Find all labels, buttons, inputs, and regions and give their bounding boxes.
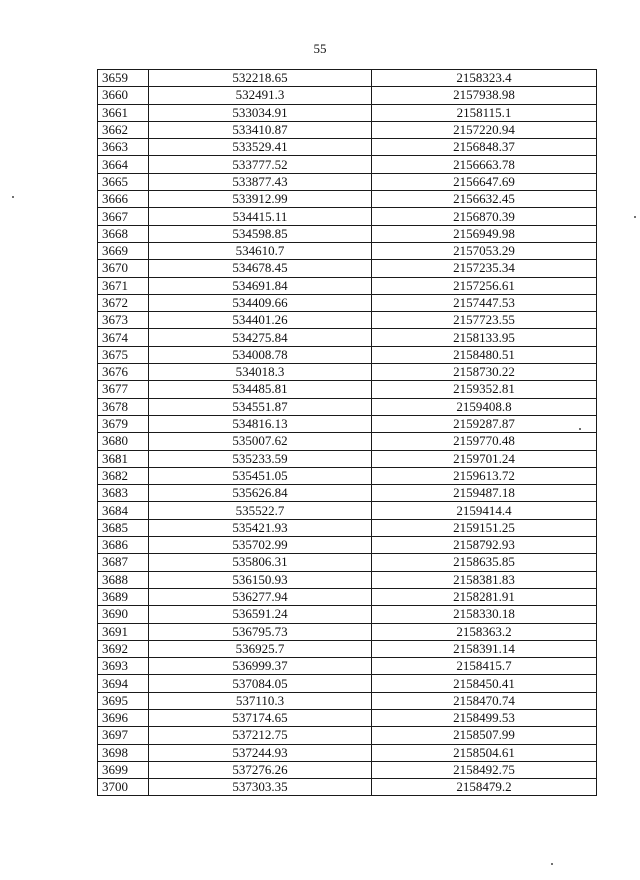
point-id-cell: 3681 xyxy=(98,450,149,467)
x-coordinate-cell: 534401.26 xyxy=(149,312,372,329)
x-coordinate-cell: 533877.43 xyxy=(149,173,372,190)
point-id-cell: 3691 xyxy=(98,623,149,640)
x-coordinate-cell: 534415.11 xyxy=(149,208,372,225)
point-id-cell: 3687 xyxy=(98,554,149,571)
page-number: 55 xyxy=(313,41,327,56)
y-coordinate-cell: 2159352.81 xyxy=(372,381,597,398)
x-coordinate-cell: 535522.7 xyxy=(149,502,372,519)
point-id-cell: 3670 xyxy=(98,260,149,277)
x-coordinate-cell: 532491.3 xyxy=(149,87,372,104)
y-coordinate-cell: 2157235.34 xyxy=(372,260,597,277)
x-coordinate-cell: 534275.84 xyxy=(149,329,372,346)
table-row xyxy=(98,485,597,502)
table-row xyxy=(98,364,597,381)
point-id-cell: 3693 xyxy=(98,658,149,675)
y-coordinate-cell: 2158499.53 xyxy=(372,709,597,726)
x-coordinate-cell: 537276.26 xyxy=(149,761,372,778)
scan-speck xyxy=(12,196,14,198)
table-row xyxy=(98,467,597,484)
table-row xyxy=(98,623,597,640)
point-id-cell: 3674 xyxy=(98,329,149,346)
point-id-cell: 3690 xyxy=(98,606,149,623)
y-coordinate-cell: 2156632.45 xyxy=(372,191,597,208)
point-id-cell: 3699 xyxy=(98,761,149,778)
x-coordinate-cell: 536277.94 xyxy=(149,588,372,605)
y-coordinate-cell: 2158730.22 xyxy=(372,364,597,381)
x-coordinate-cell: 536999.37 xyxy=(149,658,372,675)
table-row xyxy=(98,744,597,761)
y-coordinate-cell: 2157256.61 xyxy=(372,277,597,294)
y-coordinate-cell: 2158504.61 xyxy=(372,744,597,761)
x-coordinate-cell: 534551.87 xyxy=(149,398,372,415)
table-row xyxy=(98,779,597,796)
x-coordinate-cell: 535702.99 xyxy=(149,537,372,554)
x-coordinate-cell: 537303.35 xyxy=(149,779,372,796)
x-coordinate-cell: 535421.93 xyxy=(149,519,372,536)
table-row xyxy=(98,588,597,605)
y-coordinate-cell: 2159408.8 xyxy=(372,398,597,415)
x-coordinate-cell: 534816.13 xyxy=(149,415,372,432)
scan-speck xyxy=(551,863,553,865)
point-id-cell: 3692 xyxy=(98,640,149,657)
table-row xyxy=(98,173,597,190)
coordinates-table xyxy=(97,69,597,796)
scan-speck xyxy=(579,428,581,430)
x-coordinate-cell: 536925.7 xyxy=(149,640,372,657)
y-coordinate-cell: 2156663.78 xyxy=(372,156,597,173)
x-coordinate-cell: 533912.99 xyxy=(149,191,372,208)
x-coordinate-cell: 536150.93 xyxy=(149,571,372,588)
point-id-cell: 3680 xyxy=(98,433,149,450)
x-coordinate-cell: 535233.59 xyxy=(149,450,372,467)
point-id-cell: 3688 xyxy=(98,571,149,588)
x-coordinate-cell: 533410.87 xyxy=(149,121,372,138)
point-id-cell: 3666 xyxy=(98,191,149,208)
y-coordinate-cell: 2158381.83 xyxy=(372,571,597,588)
point-id-cell: 3695 xyxy=(98,692,149,709)
point-id-cell: 3667 xyxy=(98,208,149,225)
point-id-cell: 3672 xyxy=(98,294,149,311)
y-coordinate-cell: 2158480.51 xyxy=(372,346,597,363)
table-row xyxy=(98,692,597,709)
x-coordinate-cell: 536591.24 xyxy=(149,606,372,623)
point-id-cell: 3675 xyxy=(98,346,149,363)
x-coordinate-cell: 532218.65 xyxy=(149,70,372,87)
table-row xyxy=(98,312,597,329)
y-coordinate-cell: 2156870.39 xyxy=(372,208,597,225)
scan-speck xyxy=(634,216,636,218)
x-coordinate-cell: 537244.93 xyxy=(149,744,372,761)
y-coordinate-cell: 2158330.18 xyxy=(372,606,597,623)
y-coordinate-cell: 2158450.41 xyxy=(372,675,597,692)
point-id-cell: 3668 xyxy=(98,225,149,242)
x-coordinate-cell: 535626.84 xyxy=(149,485,372,502)
y-coordinate-cell: 2158281.91 xyxy=(372,588,597,605)
x-coordinate-cell: 534691.84 xyxy=(149,277,372,294)
table-row xyxy=(98,571,597,588)
table-row xyxy=(98,156,597,173)
table-row xyxy=(98,121,597,138)
point-id-cell: 3676 xyxy=(98,364,149,381)
x-coordinate-cell: 534485.81 xyxy=(149,381,372,398)
x-coordinate-cell: 537110.3 xyxy=(149,692,372,709)
x-coordinate-cell: 534409.66 xyxy=(149,294,372,311)
y-coordinate-cell: 2158115.1 xyxy=(372,104,597,121)
y-coordinate-cell: 2158323.4 xyxy=(372,70,597,87)
point-id-cell: 3669 xyxy=(98,242,149,259)
table-row xyxy=(98,294,597,311)
y-coordinate-cell: 2157220.94 xyxy=(372,121,597,138)
point-id-cell: 3697 xyxy=(98,727,149,744)
table-row xyxy=(98,277,597,294)
table-row xyxy=(98,260,597,277)
table-row xyxy=(98,225,597,242)
table-row xyxy=(98,433,597,450)
table-row xyxy=(98,329,597,346)
y-coordinate-cell: 2159151.25 xyxy=(372,519,597,536)
point-id-cell: 3661 xyxy=(98,104,149,121)
table-row xyxy=(98,537,597,554)
y-coordinate-cell: 2159414.4 xyxy=(372,502,597,519)
y-coordinate-cell: 2158363.2 xyxy=(372,623,597,640)
x-coordinate-cell: 534018.3 xyxy=(149,364,372,381)
y-coordinate-cell: 2157447.53 xyxy=(372,294,597,311)
point-id-cell: 3679 xyxy=(98,415,149,432)
y-coordinate-cell: 2158415.7 xyxy=(372,658,597,675)
table-row xyxy=(98,139,597,156)
point-id-cell: 3678 xyxy=(98,398,149,415)
point-id-cell: 3686 xyxy=(98,537,149,554)
y-coordinate-cell: 2158492.75 xyxy=(372,761,597,778)
y-coordinate-cell: 2159487.18 xyxy=(372,485,597,502)
y-coordinate-cell: 2156949.98 xyxy=(372,225,597,242)
point-id-cell: 3696 xyxy=(98,709,149,726)
y-coordinate-cell: 2158479.2 xyxy=(372,779,597,796)
x-coordinate-cell: 533034.91 xyxy=(149,104,372,121)
point-id-cell: 3682 xyxy=(98,467,149,484)
point-id-cell: 3700 xyxy=(98,779,149,796)
point-id-cell: 3689 xyxy=(98,588,149,605)
table-row xyxy=(98,70,597,87)
table-row xyxy=(98,640,597,657)
x-coordinate-cell: 533777.52 xyxy=(149,156,372,173)
y-coordinate-cell: 2158507.99 xyxy=(372,727,597,744)
y-coordinate-cell: 2159287.87 xyxy=(372,415,597,432)
point-id-cell: 3684 xyxy=(98,502,149,519)
table-row xyxy=(98,675,597,692)
point-id-cell: 3662 xyxy=(98,121,149,138)
table-row xyxy=(98,450,597,467)
point-id-cell: 3660 xyxy=(98,87,149,104)
table-row xyxy=(98,415,597,432)
point-id-cell: 3685 xyxy=(98,519,149,536)
x-coordinate-cell: 533529.41 xyxy=(149,139,372,156)
point-id-cell: 3659 xyxy=(98,70,149,87)
x-coordinate-cell: 535007.62 xyxy=(149,433,372,450)
y-coordinate-cell: 2156848.37 xyxy=(372,139,597,156)
table-row xyxy=(98,191,597,208)
y-coordinate-cell: 2157723.55 xyxy=(372,312,597,329)
y-coordinate-cell: 2158792.93 xyxy=(372,537,597,554)
point-id-cell: 3664 xyxy=(98,156,149,173)
x-coordinate-cell: 534610.7 xyxy=(149,242,372,259)
table-row xyxy=(98,554,597,571)
y-coordinate-cell: 2159701.24 xyxy=(372,450,597,467)
y-coordinate-cell: 2156647.69 xyxy=(372,173,597,190)
table-row xyxy=(98,709,597,726)
point-id-cell: 3698 xyxy=(98,744,149,761)
table-row xyxy=(98,242,597,259)
point-id-cell: 3677 xyxy=(98,381,149,398)
table-row xyxy=(98,87,597,104)
y-coordinate-cell: 2158635.85 xyxy=(372,554,597,571)
point-id-cell: 3673 xyxy=(98,312,149,329)
y-coordinate-cell: 2157053.29 xyxy=(372,242,597,259)
x-coordinate-cell: 536795.73 xyxy=(149,623,372,640)
table-row xyxy=(98,381,597,398)
x-coordinate-cell: 537212.75 xyxy=(149,727,372,744)
point-id-cell: 3683 xyxy=(98,485,149,502)
table-row xyxy=(98,519,597,536)
x-coordinate-cell: 534008.78 xyxy=(149,346,372,363)
table-row xyxy=(98,727,597,744)
x-coordinate-cell: 535806.31 xyxy=(149,554,372,571)
y-coordinate-cell: 2159770.48 xyxy=(372,433,597,450)
x-coordinate-cell: 537174.65 xyxy=(149,709,372,726)
table-body xyxy=(98,70,597,796)
y-coordinate-cell: 2158470.74 xyxy=(372,692,597,709)
y-coordinate-cell: 2159613.72 xyxy=(372,467,597,484)
table-row xyxy=(98,208,597,225)
x-coordinate-cell: 534598.85 xyxy=(149,225,372,242)
point-id-cell: 3694 xyxy=(98,675,149,692)
y-coordinate-cell: 2158133.95 xyxy=(372,329,597,346)
table-row xyxy=(98,398,597,415)
y-coordinate-cell: 2158391.14 xyxy=(372,640,597,657)
point-id-cell: 3663 xyxy=(98,139,149,156)
point-id-cell: 3665 xyxy=(98,173,149,190)
x-coordinate-cell: 537084.05 xyxy=(149,675,372,692)
x-coordinate-cell: 534678.45 xyxy=(149,260,372,277)
y-coordinate-cell: 2157938.98 xyxy=(372,87,597,104)
point-id-cell: 3671 xyxy=(98,277,149,294)
table-row xyxy=(98,104,597,121)
x-coordinate-cell: 535451.05 xyxy=(149,467,372,484)
table-row xyxy=(98,658,597,675)
table-row xyxy=(98,761,597,778)
table-row xyxy=(98,346,597,363)
table-row xyxy=(98,606,597,623)
table-row xyxy=(98,502,597,519)
